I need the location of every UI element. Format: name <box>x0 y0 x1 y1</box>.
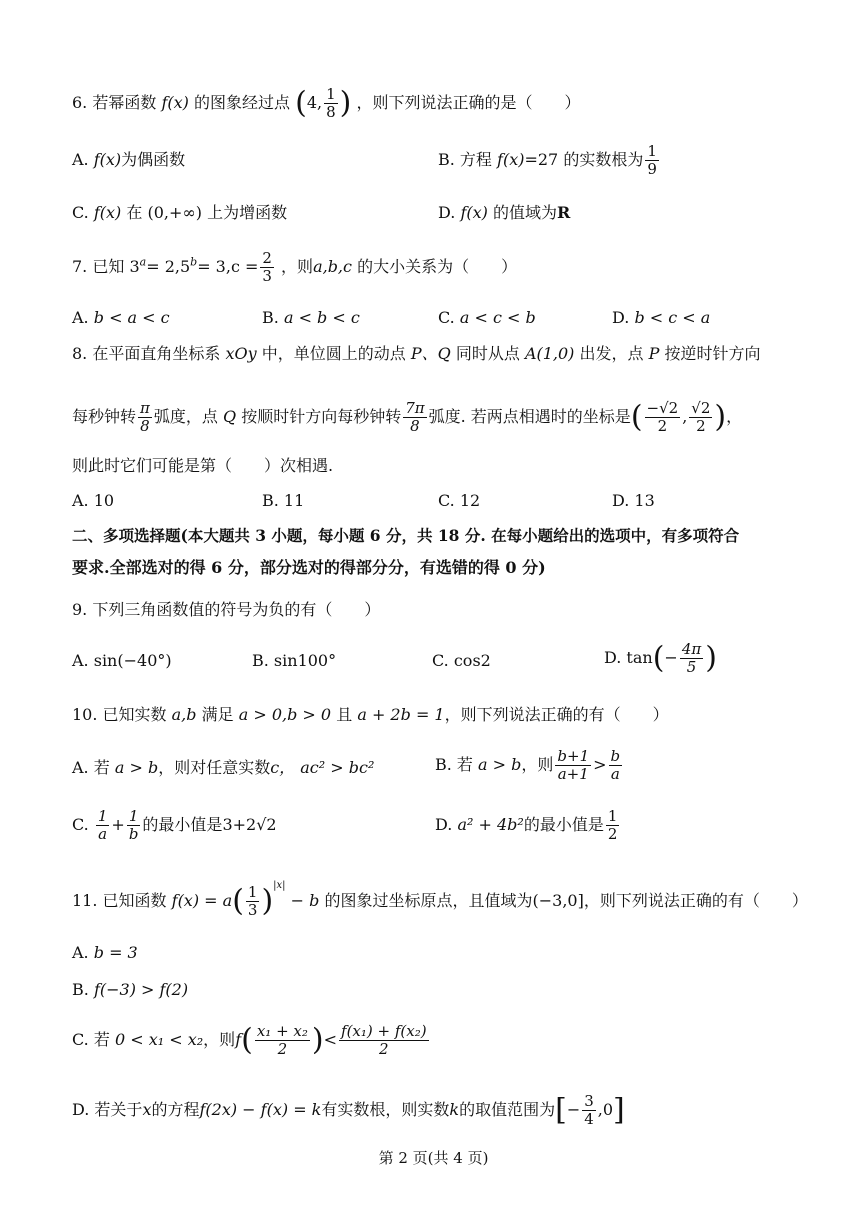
q7-c-label: C. <box>438 308 455 327</box>
q6-a-fx: f(x) <box>93 150 122 169</box>
q7-option-d <box>612 308 710 328</box>
q7-a-value: b < a < c <box>93 308 170 327</box>
q8-xoy: xOy <box>225 344 257 363</box>
q11-post2: ，则下列说法正确的有（ ） <box>583 891 808 910</box>
q9-option-a: A. sin(−40°) <box>72 651 172 670</box>
q6-a-label: A. <box>72 150 89 169</box>
q6-c-fx: f(x) <box>93 203 122 222</box>
q6-point-frac <box>324 86 338 121</box>
q6-b-fx: f(x) <box>497 150 525 169</box>
q9-d-den: 5 <box>686 658 697 676</box>
q11-stem <box>72 876 808 919</box>
q10-a-pre: A. 若 <box>72 758 110 777</box>
q7-option-b <box>262 308 360 328</box>
q11-c-lparen: ( <box>241 1022 253 1058</box>
q7-post2: 的大小关系为（ ） <box>357 257 518 276</box>
q10-b-pre: B. 若 <box>435 755 473 774</box>
q7-option-c <box>438 308 536 328</box>
q10-a-cond: a > b <box>114 758 159 777</box>
q7-b-value: a < b < c <box>283 308 360 327</box>
q7-b-label: B. <box>262 308 279 327</box>
q11-option-c <box>72 1023 431 1058</box>
q10-a-mid: ，则对任意实数 <box>158 758 271 777</box>
q7-c-frac <box>260 250 274 285</box>
q8-c2-frac <box>689 400 712 435</box>
q8-l2-pre: 每秒钟转 <box>72 407 137 426</box>
q11-c-f: f <box>235 1030 242 1049</box>
q8-c1-frac <box>645 400 681 435</box>
q11-base-den: 3 <box>247 901 258 919</box>
q10-b-gt: > <box>593 755 607 774</box>
q8-l2-post: ， <box>726 407 743 426</box>
q11-d-pre: D. 若关于 <box>72 1100 143 1119</box>
section-2-line1: 二、多项选择题(本大题共 3 小题，每小题 6 分，共 18 分. 在每小题给出的选项中，有多项符合 <box>72 526 740 545</box>
q8-p: P <box>648 344 660 363</box>
q8-l2-mid: 弧度，点 <box>153 407 218 426</box>
q8-7pi-num: 7π <box>405 399 425 417</box>
q8-c2-num: √2 <box>691 399 711 417</box>
q10-cond2: a + 2b = 1 <box>357 705 445 724</box>
q11-c-den2: 2 <box>379 1040 389 1058</box>
q11-d-k: k <box>449 1100 460 1119</box>
q10-option-a <box>72 758 374 778</box>
q9-option-c: C. cos2 <box>432 651 491 670</box>
q10-pre: 10. 已知实数 <box>72 705 167 724</box>
q8-c1-num: −√2 <box>646 399 679 417</box>
q7-cond3: = 3,c = <box>197 257 259 276</box>
q8-pi-frac <box>138 400 152 435</box>
q10-b-frac1 <box>555 748 591 783</box>
q6-b-num: 1 <box>647 142 657 160</box>
q9-d-lparen: ( <box>652 640 665 676</box>
q7-vars: a,b,c <box>313 257 352 276</box>
q10-c-num2: 1 <box>128 807 139 825</box>
q7-c-value: a < c < b <box>459 308 536 327</box>
q11-minus-b: − b <box>290 891 320 910</box>
q7-pre: 7. 已知 <box>72 257 125 276</box>
section-2-line2: 要求.全部选对的得 6 分，部分选对的得部分分，有选错的得 0 分) <box>72 558 546 577</box>
q8-option-b: B. 11 <box>262 491 305 510</box>
q11-c-lt: < <box>323 1030 338 1049</box>
q8-7pi-frac <box>403 400 426 435</box>
q10-cond: a > 0,b > 0 <box>238 705 332 724</box>
q11-pre: 11. 已知函数 <box>72 891 167 910</box>
q8-l1-mid2: 同时从点 <box>455 344 520 363</box>
q11-d-minus: − <box>566 1100 581 1119</box>
q7-stem <box>72 250 517 285</box>
q6-option-a <box>72 150 185 170</box>
q6-d-real: R <box>556 203 571 222</box>
q10-d-text: 的最小值是 <box>523 815 604 834</box>
q7-a-label: A. <box>72 308 89 327</box>
q10-b-num2: b <box>610 747 621 765</box>
q11-d-end: ,0 <box>597 1100 614 1119</box>
q11-base-frac <box>246 884 260 919</box>
q11-c-pre: C. 若 <box>72 1030 110 1049</box>
q10-b-mid: ，则 <box>521 755 554 774</box>
q6-point-num: 1 <box>326 85 336 103</box>
q6-c-text: 上为增函数 <box>207 203 288 222</box>
q11-option-d <box>72 1093 625 1128</box>
q11-c-frac2 <box>339 1023 429 1058</box>
q9-d-pre: D. tan <box>604 648 653 667</box>
q8-q: Q <box>222 407 237 426</box>
q8-option-a: A. 10 <box>72 491 115 510</box>
q6-c-mid: 在 <box>126 203 143 222</box>
q11-d-mid: 的方程 <box>151 1100 200 1119</box>
q8-lparen: ( <box>630 399 643 435</box>
q8-c2-den: 2 <box>696 417 706 435</box>
q9-option-d <box>604 641 717 676</box>
q10-option-b <box>435 748 624 783</box>
q10-c-text: 的最小值是 <box>142 815 223 834</box>
q8-point-a: A(1,0) <box>524 344 575 363</box>
q7-option-a <box>72 308 170 328</box>
q9-d-num: 4π <box>681 640 702 658</box>
q10-a-ineq: ， ac² > bc² <box>279 758 375 777</box>
q10-d-num: 1 <box>607 807 618 825</box>
q7-sup2: b <box>190 255 198 269</box>
q8-pq: P、Q <box>410 344 451 363</box>
q11-c-den1: 2 <box>277 1040 288 1058</box>
q11-d-den: 4 <box>584 1110 594 1128</box>
q6-point-a: 4, <box>306 93 323 112</box>
q10-mid: 满足 <box>201 705 234 724</box>
q6-mid: 的图象经过点 <box>193 93 290 112</box>
q6-b-label: B. 方程 <box>438 150 492 169</box>
q10-ab: a,b <box>171 705 197 724</box>
q10-c-frac2 <box>127 808 141 843</box>
q8-option-d: D. 13 <box>612 491 655 510</box>
q7-cond1: 3 <box>129 257 140 276</box>
q6-d-fx: f(x) <box>460 203 488 222</box>
q10-post: ，则下列说法正确的有（ ） <box>444 705 669 724</box>
q11-base-num: 1 <box>247 883 258 901</box>
q11-d-rbracket: ] <box>613 1092 625 1128</box>
q11-b-label: B. <box>72 980 89 999</box>
q7-cond2: = 2,5 <box>146 257 191 276</box>
q10-a-c: c <box>270 758 280 777</box>
q10-c-frac1 <box>96 808 110 843</box>
q11-lparen: ( <box>232 883 244 919</box>
q7-d-value: b < c < a <box>634 308 711 327</box>
q10-b-den1: a+1 <box>557 765 589 783</box>
q10-b-num1: b+1 <box>557 747 590 765</box>
q8-pi-num: π <box>140 399 150 417</box>
q8-option-c: C. 12 <box>438 491 481 510</box>
q11-d-frac <box>582 1093 596 1128</box>
q10-mid2: 且 <box>336 705 353 724</box>
q6-d-label: D. <box>438 203 456 222</box>
q9-stem: 9. 下列三角函数值的符号为负的有（ ） <box>72 600 381 619</box>
q6-option-b <box>438 143 661 178</box>
q9-d-minus: − <box>664 648 678 667</box>
q9-d-rparen: ) <box>705 640 717 676</box>
q6-a-text: 为偶函数 <box>121 150 186 169</box>
q10-stem <box>72 705 669 725</box>
q11-d-lbracket: [ <box>555 1092 567 1128</box>
q11-rparen: ) <box>261 883 274 919</box>
q11-fx: f(x) = a <box>171 891 233 910</box>
q8-l2-mid2: 按顺时针方向每秒钟转 <box>241 407 402 426</box>
q11-range: (−3,0] <box>532 891 584 910</box>
q6-b-eq: =27 <box>524 150 559 169</box>
q11-c-frac1 <box>255 1023 310 1058</box>
q9-d-frac <box>680 641 703 676</box>
q6-option-c <box>72 203 287 223</box>
q11-b-value: f(−3) > f(2) <box>93 980 189 999</box>
q6-c-interval: (0,+∞) <box>147 203 202 222</box>
q6-post: ，则下列说法正确的是（ ） <box>356 93 581 112</box>
q7-post: ，则 <box>281 257 314 276</box>
q11-a-label: A. <box>72 943 89 962</box>
section-2-heading <box>72 520 812 584</box>
q11-d-num: 3 <box>584 1092 594 1110</box>
q8-rparen: ) <box>714 399 727 435</box>
q6-b-frac <box>645 143 659 178</box>
q8-l1-post: 按逆时针方向 <box>664 344 761 363</box>
q7-c-num: 2 <box>262 249 272 267</box>
q6-b-den: 9 <box>647 160 657 178</box>
q10-b-frac2 <box>609 748 623 783</box>
q11-c-rparen: ) <box>311 1022 324 1058</box>
q6-rparen: ) <box>339 85 352 121</box>
q10-d-den: 2 <box>607 825 618 843</box>
q11-c-cond: 0 < x₁ < x₂ <box>114 1030 204 1049</box>
q10-b-den2: a <box>610 765 620 783</box>
q6-fx: f(x) <box>161 93 189 112</box>
q10-d-pre: D. <box>435 815 453 834</box>
q7-d-label: D. <box>612 308 630 327</box>
q7-sup1: a <box>139 255 147 269</box>
q11-post: 的图象过坐标原点，且值域为 <box>324 891 533 910</box>
q11-exp: |x| <box>273 880 286 891</box>
q10-d-expr: a² + 4b² <box>457 815 524 834</box>
q11-c-num1: x₁ + x₂ <box>256 1022 308 1040</box>
q10-c-plus: + <box>111 815 125 834</box>
q6-b-text: 的实数根为 <box>563 150 644 169</box>
q6-d-text: 的值域为 <box>492 203 557 222</box>
q8-l1-pre: 8. 在平面直角坐标系 <box>72 344 221 363</box>
q8-pi-den: 8 <box>140 417 150 435</box>
q8-c1-den: 2 <box>657 417 668 435</box>
q10-c-pre: C. <box>72 815 89 834</box>
q8-l2-mid3: 弧度. 若两点相遇时的坐标是 <box>428 407 631 426</box>
q10-option-d <box>435 808 621 843</box>
q10-c-den2: b <box>128 825 139 843</box>
q10-option-c <box>72 808 277 843</box>
q11-d-x: x <box>142 1100 152 1119</box>
q8-line3: 则此时它们可能是第（ ）次相遇. <box>72 456 334 475</box>
q10-c-den1: a <box>98 825 108 843</box>
q8-line2: 每秒钟转 $\frac{\pi}{8}$ 弧度，点 Q 按顺时针方向每秒钟转 $\frac{7\pi}{8}$ 弧度. 若两点相遇时的坐标是( $\frac{-√2}{2}$ , $\frac{√2}{2}$ )， <box>72 399 743 435</box>
q10-b-cond: a > b <box>478 755 522 774</box>
q11-c-mid: ，则 <box>203 1030 236 1049</box>
q10-c-value: 3+2√2 <box>222 815 277 834</box>
q10-c-num1: 1 <box>97 807 108 825</box>
q8-line1 <box>72 344 761 364</box>
q7-c-den: 3 <box>262 267 272 285</box>
q6-option-d <box>438 203 570 223</box>
q11-option-b <box>72 980 188 1000</box>
q11-option-a <box>72 943 138 963</box>
q11-d-mid2: 有实数根，则实数 <box>321 1100 450 1119</box>
q10-d-frac <box>606 808 620 843</box>
q6-point-den: 8 <box>326 103 336 121</box>
page-footer: 第 2 页(共 4 页) <box>378 1149 489 1167</box>
q11-d-eq: f(2x) − f(x) = k <box>199 1100 322 1119</box>
q6-c-label: C. <box>72 203 89 222</box>
q6-pre: 6. 若幂函数 <box>72 93 157 112</box>
q8-l1-mid: 中，单位圆上的动点 <box>261 344 406 363</box>
q6-stem <box>72 86 580 121</box>
q8-7pi-den: 8 <box>410 417 420 435</box>
q11-a-value: b = 3 <box>93 943 138 962</box>
q9-option-b: B. sin100° <box>252 651 337 670</box>
q11-c-num2: f(x₁) + f(x₂) <box>341 1022 427 1040</box>
q11-d-mid3: 的取值范围为 <box>459 1100 556 1119</box>
q8-l1-mid3: 出发，点 <box>579 344 644 363</box>
q6-lparen: ( <box>295 85 307 121</box>
